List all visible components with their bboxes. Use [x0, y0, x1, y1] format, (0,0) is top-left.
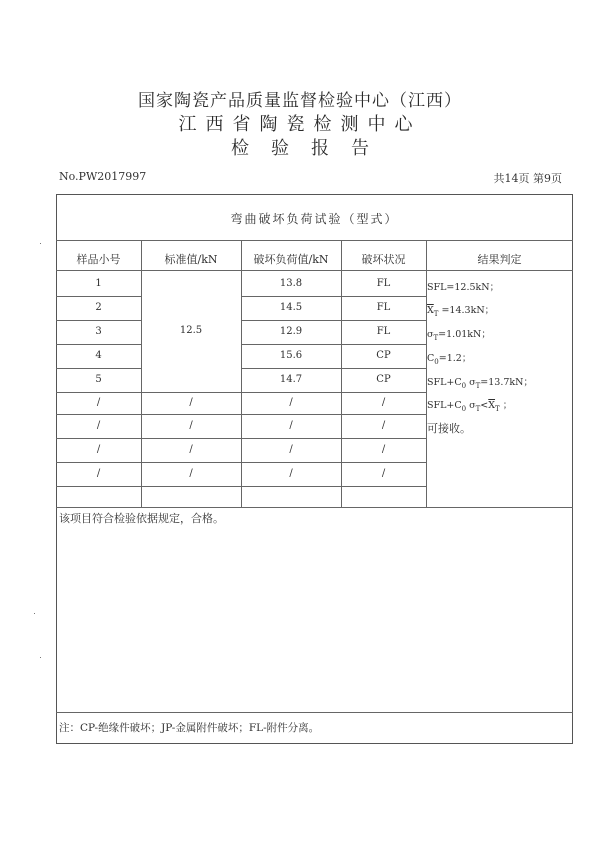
divider [56, 320, 141, 321]
failure-status-cell: / [381, 468, 386, 479]
divider [141, 240, 142, 507]
failure-status-cell: CP [376, 350, 391, 361]
failure-status-cell: / [381, 444, 386, 455]
load-value-cell: 13.8 [279, 278, 303, 289]
footnote-text: 注：CP-绝缘件破坏；JP-金属附件破坏；FL-附件分离。 [59, 722, 320, 734]
failure-status-cell: / [381, 420, 386, 431]
sample-no-cell: 1 [95, 278, 102, 289]
divider [56, 368, 141, 369]
result-text: =1.01kN； [438, 329, 491, 340]
result-text: T [433, 333, 439, 342]
result-line-sfl [427, 279, 499, 293]
column-header: 破坏状况 [361, 253, 406, 266]
sample-no-cell: / [96, 468, 101, 479]
standard-value-cell: / [189, 420, 193, 431]
result-text: SFL=12.5kN； [427, 282, 500, 293]
divider [56, 270, 573, 271]
result-text: ； [499, 400, 513, 411]
result-text: $\overline{X}$ [427, 305, 434, 316]
result-text: T [495, 404, 500, 413]
scan-speck [34, 613, 35, 614]
result-text: T [433, 309, 439, 318]
column-header: 破坏负荷值/kN [253, 253, 329, 266]
sample-no-cell: 3 [95, 326, 102, 337]
result-text: < [480, 400, 489, 411]
column-header: 标准值/kN [164, 253, 218, 266]
divider [56, 712, 573, 713]
load-value-cell: 14.7 [279, 374, 303, 385]
sample-no-cell: / [96, 397, 101, 408]
result-line-mean [427, 302, 494, 318]
result-text: 0 [461, 404, 467, 413]
load-value-cell: / [289, 420, 293, 431]
result-text: T [475, 381, 481, 390]
column-header: 结果判定 [477, 253, 522, 266]
result-text: σ [466, 377, 476, 388]
result-text: 0 [461, 381, 467, 390]
sample-no-cell: 4 [95, 350, 102, 361]
standard-value-cell: / [189, 468, 193, 479]
divider [241, 296, 426, 297]
load-value-cell: 14.5 [279, 302, 303, 313]
divider [56, 344, 141, 345]
load-value-cell: 15.6 [279, 350, 303, 361]
result-text: T [475, 404, 481, 413]
divider [241, 344, 426, 345]
result-line-sum [427, 374, 533, 390]
sample-no-cell: 2 [95, 302, 102, 313]
standard-value-cell: / [189, 444, 193, 455]
failure-status-cell: CP [376, 374, 391, 385]
result-text: σ [466, 400, 476, 411]
sample-no-cell: / [96, 444, 101, 455]
column-header: 样品小号 [76, 253, 121, 266]
report-number: No.PW2017997 [59, 170, 147, 183]
table-title: 弯曲破坏负荷试验（型式） [230, 212, 399, 226]
result-text: 可接收。 [427, 422, 471, 435]
divider [56, 296, 141, 297]
page-info: 共14页 第9页 [493, 172, 562, 185]
standard-value-cell: / [189, 397, 193, 408]
scan-speck [40, 243, 41, 244]
failure-status-cell: FL [376, 278, 391, 289]
report-org-title: 国家陶瓷产品质量监督检验中心（江西） [138, 91, 462, 111]
load-value-cell: 12.9 [279, 326, 303, 337]
result-text: =1.2； [438, 353, 472, 364]
result-text: σ [427, 329, 434, 340]
divider [56, 240, 573, 241]
result-text: $\overline{X}$ [488, 400, 496, 411]
sample-no-cell: / [96, 420, 101, 431]
result-line-c0 [427, 350, 471, 366]
conclusion-text: 该项目符合检验依据规定，合格。 [59, 512, 224, 525]
result-line-compare [427, 397, 512, 413]
result-text: =13.7kN； [480, 377, 533, 388]
result-text: C [427, 353, 435, 364]
result-text: =14.3kN； [438, 305, 495, 316]
result-line-accept [427, 420, 471, 436]
divider [241, 320, 426, 321]
report-center-title: 江西省陶瓷检测中心 [178, 114, 422, 135]
result-line-sigma [427, 326, 491, 342]
load-value-cell: / [289, 468, 293, 479]
result-text: SFL+C [427, 400, 462, 411]
load-value-cell: / [289, 397, 293, 408]
result-text: 0 [434, 357, 439, 366]
failure-status-cell: FL [376, 302, 391, 313]
result-text: SFL+C [427, 377, 462, 388]
failure-status-cell: / [381, 397, 386, 408]
standard-value-cell: 12.5 [179, 325, 203, 336]
report-type-title: 检验报告 [231, 138, 391, 159]
load-value-cell: / [289, 444, 293, 455]
divider [241, 368, 426, 369]
failure-status-cell: FL [376, 326, 391, 337]
sample-no-cell: 5 [95, 374, 102, 385]
divider [56, 507, 573, 508]
scan-speck [40, 657, 41, 658]
